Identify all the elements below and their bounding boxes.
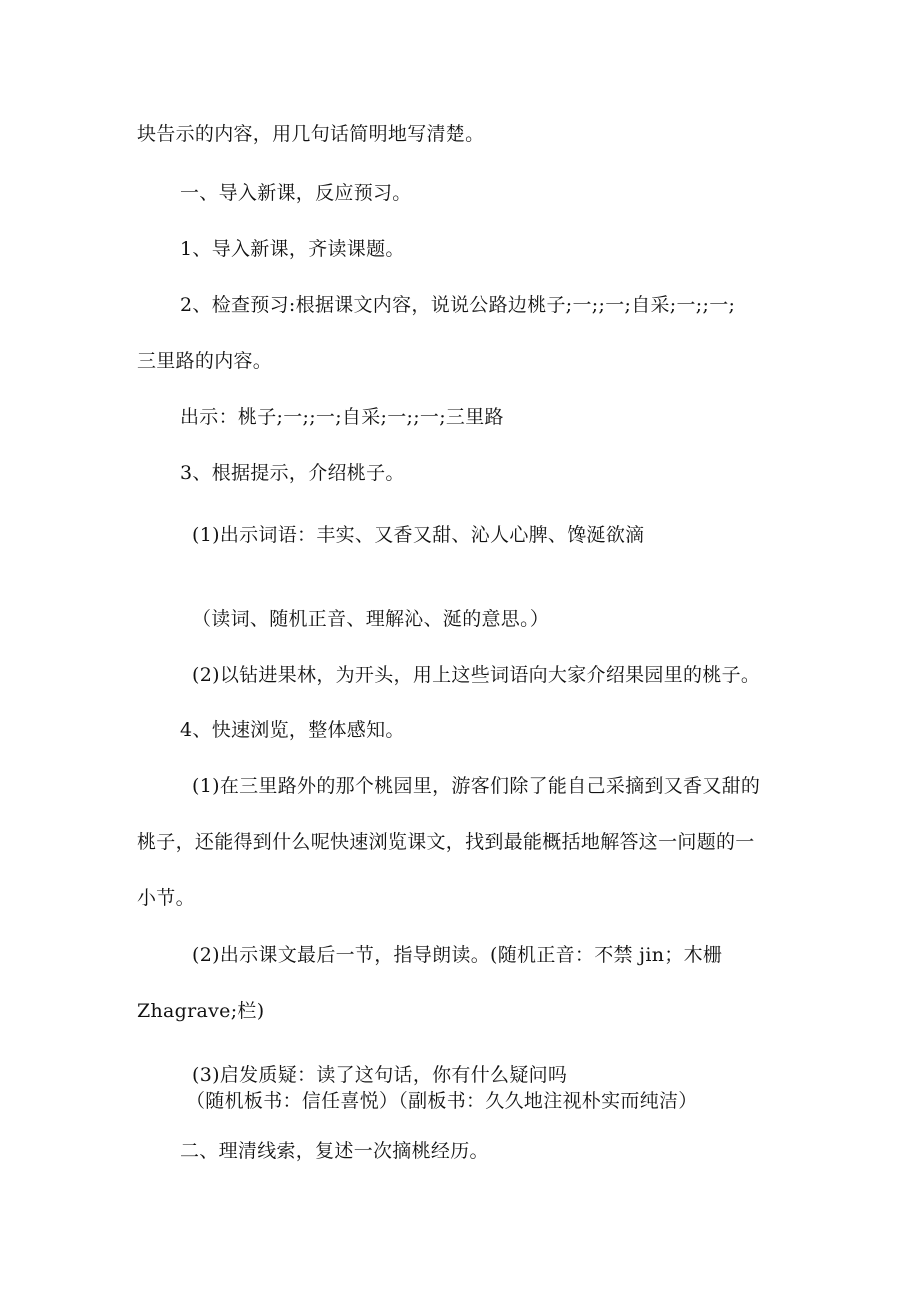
text-line: （随机板书：信任喜悦）（副板书：久久地注视朴实而纯洁） <box>186 1090 698 1112</box>
text-line: 3、根据提示，介绍桃子。 <box>180 462 405 484</box>
text-line: 块告示的内容，用几句话简明地写清楚。 <box>137 123 485 145</box>
text-line: (3)启发质疑：读了这句话，你有什么疑问吗 <box>192 1064 568 1086</box>
text-line: 2、检查预习:根据课文内容，说说公路边桃子;一;;一;自采;一;;一; <box>180 294 736 316</box>
text-line: 桃子，还能得到什么呢快速浏览课文，找到最能概括地解答这一问题的一 <box>137 831 755 853</box>
section-heading: 一、导入新课，反应预习。 <box>180 182 412 204</box>
text-line: Zhagrave;栏) <box>137 1000 265 1022</box>
text-line: (2)以钻进果林，为开头，用上这些词语向大家介绍果园里的桃子。 <box>192 664 761 686</box>
text-line: 小节。 <box>137 887 195 909</box>
text-line: (2)出示课文最后一节，指导朗读。(随机正音：不禁 jin；木栅 <box>192 944 723 966</box>
text-line: （读词、随机正音、理解沁、涎的意思。） <box>192 608 550 630</box>
text-line: (1)在三里路外的那个桃园里，游客们除了能自己采摘到又香又甜的 <box>192 775 761 797</box>
text-line: 出示：桃子;一;;一;自采;一;;一;三里路 <box>180 406 504 428</box>
text-line: 三里路的内容。 <box>137 350 273 372</box>
text-line: (1)出示词语：丰实、又香又甜、沁人心脾、馋涎欲滴 <box>192 524 645 546</box>
text-line: 1、导入新课，齐读课题。 <box>180 238 405 260</box>
text-line: 4、快速浏览，整体感知。 <box>180 719 405 741</box>
section-heading: 二、理清线索，复述一次摘桃经历。 <box>180 1140 489 1162</box>
